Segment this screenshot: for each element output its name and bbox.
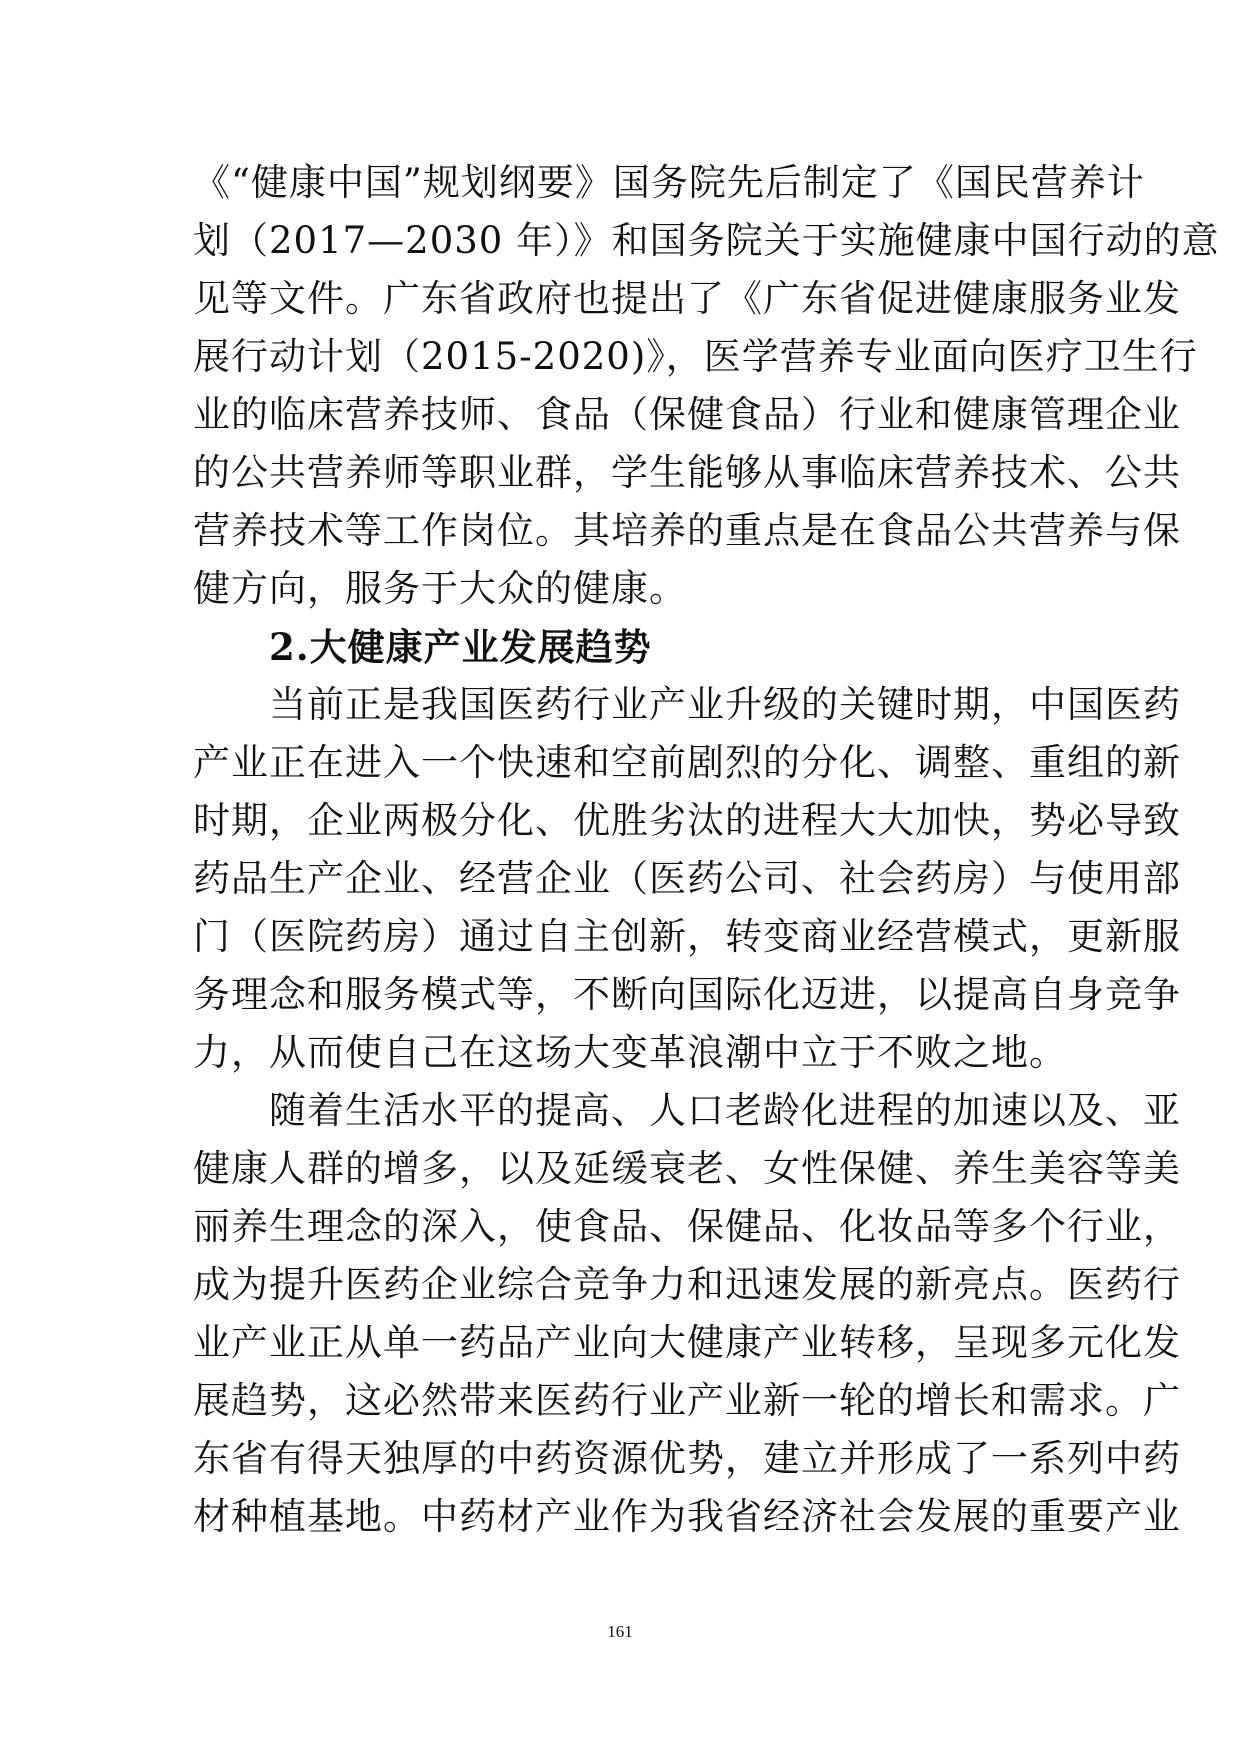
text-line: 展趋势，这必然带来医药行业产业新一轮的增长和需求。广	[193, 1379, 1181, 1422]
text-line: 药品生产企业、经营企业（医药公司、社会药房）与使用部	[193, 857, 1181, 900]
text-line: 划（2017—2030 年）》和国务院关于实施健康中国行动的意	[193, 219, 1220, 262]
text-line: 随着生活水平的提高、人口老龄化进程的加速以及、亚	[193, 1089, 1181, 1132]
text-line: 产业正在进入一个快速和空前剧烈的分化、调整、重组的新	[193, 741, 1181, 784]
text-line: 务理念和服务模式等，不断向国际化迈进，以提高自身竞争	[193, 973, 1181, 1016]
text-line: 业的临床营养技师、食品（保健食品）行业和健康管理企业	[193, 393, 1181, 436]
text-line: 时期，企业两极分化、优胜劣汰的进程大大加快，势必导致	[193, 799, 1181, 842]
text-line: 健康人群的增多，以及延缓衰老、女性保健、养生美容等美	[193, 1147, 1181, 1190]
text-line: 门（医院药房）通过自主创新，转变商业经营模式，更新服	[193, 915, 1181, 958]
text-line: 成为提升医药企业综合竞争力和迅速发展的新亮点。医药行	[193, 1263, 1181, 1306]
text-line: 力，从而使自己在这场大变革浪潮中立于不败之地。	[193, 1031, 1067, 1074]
text-line: 健方向，服务于大众的健康。	[193, 567, 687, 610]
text-line: 《“健康中国”规划纲要》国务院先后制定了《国民营养计	[193, 161, 1145, 204]
text-line: 材种植基地。中药材产业作为我省经济社会发展的重要产业	[193, 1495, 1181, 1538]
text-line: 的公共营养师等职业群，学生能够从事临床营养技术、公共	[193, 451, 1181, 494]
text-line: 丽养生理念的深入，使食品、保健品、化妆品等多个行业，	[193, 1205, 1181, 1248]
text-line: 当前正是我国医药行业产业升级的关键时期，中国医药	[193, 683, 1181, 726]
text-line: 东省有得天独厚的中药资源优势，建立并形成了一系列中药	[193, 1437, 1181, 1480]
body-text	[193, 154, 1220, 1546]
text-line: 展行动计划（2015-2020)》，医学营养专业面向医疗卫生行	[193, 335, 1198, 378]
text-line: 见等文件。广东省政府也提出了《广东省促进健康服务业发	[193, 277, 1181, 320]
page-number: 161	[607, 1622, 633, 1641]
section-heading: 2.大健康产业发展趋势	[193, 625, 652, 669]
text-line: 营养技术等工作岗位。其培养的重点是在食品公共营养与保	[193, 509, 1181, 552]
text-line: 业产业正从单一药品产业向大健康产业转移，呈现多元化发	[193, 1321, 1181, 1364]
